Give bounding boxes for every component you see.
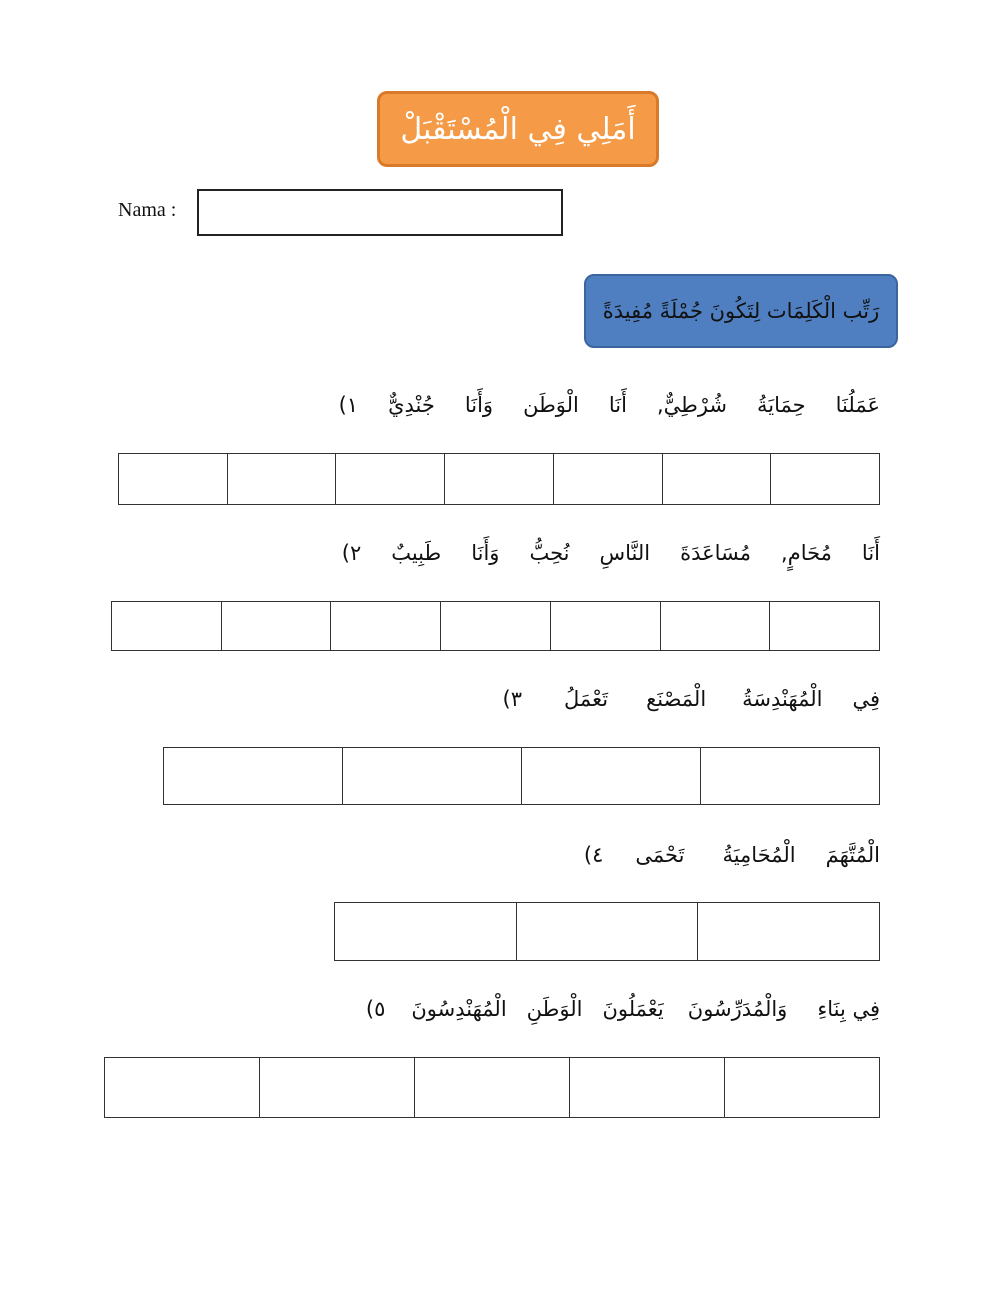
answer-row-1 <box>118 453 880 505</box>
word-tile[interactable]: عَمَلُنَا <box>835 393 880 417</box>
word-tile[interactable]: فِي بِنَاءِ <box>817 997 880 1021</box>
answer-slot[interactable] <box>440 602 550 650</box>
answer-slot[interactable] <box>227 454 336 504</box>
word-tile[interactable]: الْمُهَنْدِسُونَ <box>411 997 507 1021</box>
answer-slot[interactable] <box>444 454 553 504</box>
answer-slot[interactable] <box>112 602 221 650</box>
answer-slot[interactable] <box>221 602 331 650</box>
word-tile[interactable]: الْمُتَّهَمَ <box>825 843 880 867</box>
answer-slot[interactable] <box>697 903 879 960</box>
answer-slot[interactable] <box>335 454 444 504</box>
word-tile[interactable]: جُنْدِيٌّ <box>388 393 435 417</box>
question-3 <box>481 681 880 717</box>
word-tile[interactable]: الْمُحَامِيَةُ <box>722 843 796 867</box>
word-tile[interactable]: يَعْمَلُونَ <box>602 997 664 1021</box>
answer-slot[interactable] <box>342 748 521 804</box>
word-tile[interactable]: تَعْمَلُ <box>564 687 609 711</box>
answer-slot[interactable] <box>259 1058 414 1117</box>
answer-slot[interactable] <box>553 454 662 504</box>
answer-slot[interactable] <box>660 602 770 650</box>
answer-row-5 <box>104 1057 880 1118</box>
answer-slot[interactable] <box>119 454 227 504</box>
answer-slot[interactable] <box>105 1058 259 1117</box>
question-2 <box>320 535 880 571</box>
name-input[interactable] <box>197 189 563 236</box>
word-tile[interactable]: الْمَصْنَع <box>646 687 707 711</box>
word-tile[interactable]: وَالْمُدَرِّسُونَ <box>687 997 788 1021</box>
question-1 <box>317 387 880 423</box>
instruction-banner <box>584 274 898 348</box>
question-number: ٤) <box>583 843 604 867</box>
word-tile[interactable]: مُسَاعَدَةَ <box>680 541 752 565</box>
answer-slot[interactable] <box>414 1058 569 1117</box>
answer-slot[interactable] <box>550 602 660 650</box>
answer-slot[interactable] <box>724 1058 879 1117</box>
answer-slot[interactable] <box>164 748 342 804</box>
answer-slot[interactable] <box>335 903 516 960</box>
word-tile[interactable]: تَحْمَى <box>635 843 685 867</box>
question-number: ١) <box>338 393 359 417</box>
answer-row-2 <box>111 601 880 651</box>
word-tile[interactable]: وَأَنَا <box>464 393 494 417</box>
word-tile[interactable]: الْوَطَن <box>523 393 579 417</box>
word-tile[interactable]: نُحِبُّ <box>529 541 570 565</box>
answer-slot[interactable] <box>770 454 879 504</box>
answer-row-3 <box>163 747 880 805</box>
word-tile[interactable]: فِي <box>852 687 880 711</box>
word-tile[interactable]: حِمَايَةُ <box>757 393 806 417</box>
answer-slot[interactable] <box>662 454 771 504</box>
name-label: Nama : <box>118 199 177 221</box>
word-tile[interactable]: النَّاسِ <box>599 541 651 565</box>
page-title: أَمَلِي فِي الْمُسْتَقْبَلْ <box>400 111 636 147</box>
word-tile[interactable]: مُحَامٍ, <box>781 541 832 565</box>
answer-slot[interactable] <box>330 602 440 650</box>
answer-slot[interactable] <box>769 602 879 650</box>
answer-slot[interactable] <box>521 748 700 804</box>
question-5 <box>360 991 880 1027</box>
title-banner <box>377 91 659 167</box>
answer-slot[interactable] <box>516 903 698 960</box>
word-tile[interactable]: شُرْطِيٌّ, <box>656 393 728 417</box>
question-4 <box>576 837 880 873</box>
instruction-text: رَتِّب الْكَلِمَات لِتَكُونَ جُمْلَةً مُفِيدَةً <box>602 299 880 323</box>
word-tile[interactable]: أَنَا <box>861 541 880 565</box>
word-tile[interactable]: وَأَنَا <box>471 541 500 565</box>
word-tile[interactable]: أَنَا <box>608 393 627 417</box>
answer-row-4 <box>334 902 880 961</box>
answer-slot[interactable] <box>700 748 879 804</box>
question-number: ٥) <box>365 997 386 1021</box>
question-number: ٢) <box>341 541 362 565</box>
word-tile[interactable]: الْمُهَنْدِسَةُ <box>742 687 823 711</box>
word-tile[interactable]: الْوَطَنِ <box>526 997 583 1021</box>
answer-slot[interactable] <box>569 1058 724 1117</box>
question-number: ٣) <box>502 687 523 711</box>
word-tile[interactable]: طَبِيبٌ <box>391 541 442 565</box>
